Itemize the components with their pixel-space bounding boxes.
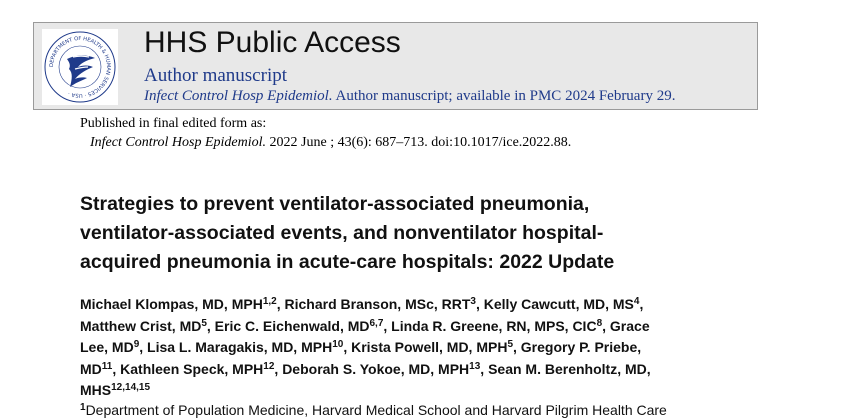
author-affiliation-ref: 3 [470, 296, 476, 307]
author-affiliation-ref: 12,14,15 [111, 382, 151, 393]
published-citation [80, 133, 571, 152]
author-line [80, 294, 720, 316]
author-name: , Eric C. Eichenwald, MD [206, 317, 370, 334]
author-name: Lee, MD [80, 339, 134, 355]
author-affiliation-ref: 5 [507, 339, 514, 350]
author-affiliation-ref: 11 [101, 360, 113, 372]
author-name: , Linda R. Greene, RN, MPS, CIC [383, 317, 597, 334]
banner-citation [144, 88, 675, 105]
affiliation-marker: 1 [80, 402, 86, 413]
author-name: Michael Klompas, MD, MPH [80, 296, 263, 312]
author-name: , Krista Powell, MD, MPH [343, 339, 508, 355]
author-name: Matthew Crist, MD [80, 317, 202, 334]
author-affiliation-ref: 6,7 [369, 317, 384, 329]
author-name: , Gregory P. Priebe, [513, 339, 642, 355]
author-name: , Sean M. Berenholtz, MD, [480, 360, 651, 377]
author-name: MHS [80, 382, 112, 398]
hhs-seal-icon [42, 29, 118, 105]
article-title-line: Strategies to prevent ventilator-associated pneumonia, [80, 193, 590, 215]
author-affiliation-ref: 8 [596, 317, 603, 329]
author-affiliation-ref: 10 [332, 339, 344, 350]
affiliation-text: Department of Population Medicine, Harvard Medical School and Harvard Pilgrim Health Care [85, 402, 667, 418]
article-title-line: ventilator-associated events, and nonventilator hospital- [80, 222, 604, 244]
author-affiliation-ref: 13 [469, 360, 481, 372]
published-journal: Infect Control Hosp Epidemiol. [90, 135, 267, 150]
author-name: , Grace [602, 317, 650, 334]
article-title-line: acquired pneumonia in acute-care hospitals: 2022 Update [80, 251, 615, 273]
author-affiliation-ref: 9 [133, 339, 140, 350]
banner-subtitle: Author manuscript [144, 65, 288, 86]
banner-status: Author manuscript; available in PMC 2024 February 29. [332, 88, 676, 104]
author-name: MD [80, 360, 102, 377]
author-affiliation-ref: 1,2 [262, 296, 277, 307]
author-line [80, 359, 720, 381]
author-list [80, 294, 720, 402]
banner-title: HHS Public Access [144, 26, 401, 59]
author-line [80, 337, 720, 359]
author-name: , Kathleen Speck, MPH [112, 360, 264, 377]
author-affiliation-ref: 4 [633, 296, 640, 307]
published-label: Published in final edited form as: [80, 116, 267, 131]
author-line [80, 380, 720, 402]
author-name: , Deborah S. Yokoe, MD, MPH [274, 360, 470, 377]
author-line [80, 316, 720, 338]
author-name: , [639, 296, 644, 312]
svg-text:DEPARTMENT OF HEALTH & HUMAN S: DEPARTMENT OF HEALTH & HUMAN SERVICES · USA · [48, 35, 112, 99]
published-note [80, 114, 571, 152]
author-name: , Lisa L. Maragakis, MD, MPH [139, 339, 333, 355]
article-title [80, 190, 720, 277]
published-details: 2022 June ; 43(6): 687–713. doi:10.1017/ice.2022.88. [266, 135, 572, 150]
author-name: , Kelly Cawcutt, MD, MS [475, 296, 634, 312]
hhs-public-access-banner [33, 22, 758, 110]
affiliation-line [80, 401, 720, 419]
author-affiliation-ref: 12 [263, 360, 275, 372]
banner-journal: Infect Control Hosp Epidemiol. [144, 88, 333, 104]
author-name: , Richard Branson, MSc, RRT [276, 296, 471, 312]
author-affiliation-ref: 5 [201, 317, 207, 329]
